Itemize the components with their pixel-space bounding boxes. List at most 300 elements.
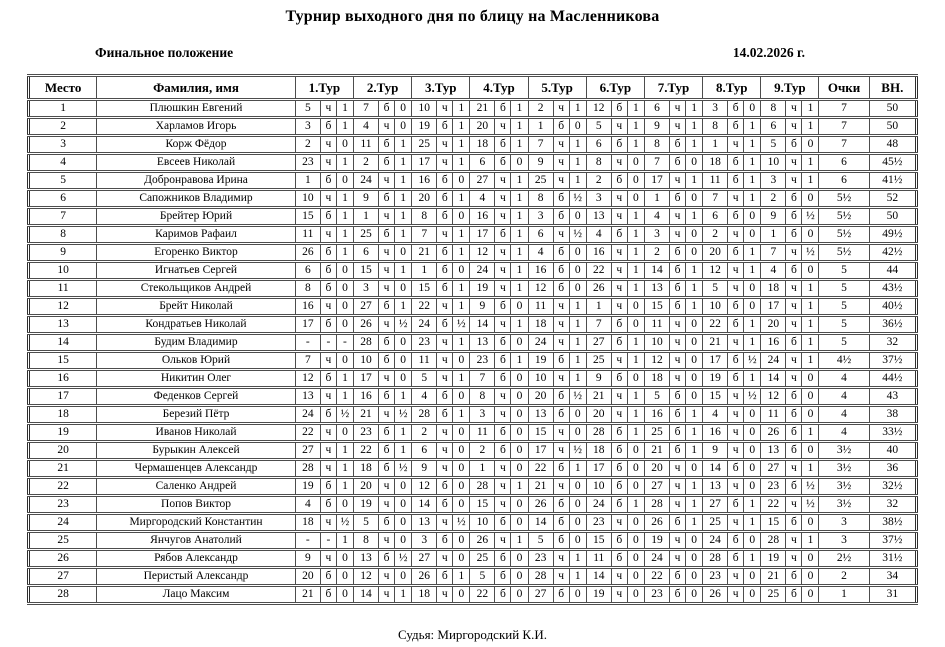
buchholz-cell: 44 <box>869 262 916 280</box>
round-3-result-cell: 0 <box>453 496 470 514</box>
round-2-color-cell: ч <box>379 586 395 604</box>
round-6-color-cell: б <box>611 424 627 442</box>
round-1-opponent-cell: 18 <box>295 514 320 532</box>
round-5-opponent-cell: 16 <box>528 262 553 280</box>
round-2-color-cell: б <box>379 424 395 442</box>
round-4-result-cell: 0 <box>511 370 528 388</box>
round-4-opponent-cell: 8 <box>470 388 495 406</box>
round-1-result-cell: 1 <box>336 370 353 388</box>
points-cell: 5½ <box>819 190 869 208</box>
round-2-color-cell: ч <box>379 316 395 334</box>
name-cell: Брейт Николай <box>97 298 296 316</box>
round-6-color-cell: б <box>611 334 627 352</box>
round-8-result-cell: 1 <box>744 262 761 280</box>
round-7-color-cell: ч <box>669 118 685 136</box>
round-4-color-cell: ч <box>495 118 511 136</box>
round-1-color-cell: б <box>320 586 336 604</box>
round-3-color-cell: б <box>437 316 453 334</box>
round-3-opponent-cell: 26 <box>412 568 437 586</box>
round-6-result-cell: 0 <box>627 370 644 388</box>
round-7-color-cell: ч <box>669 460 685 478</box>
round-1-opponent-cell: 8 <box>295 280 320 298</box>
round-8-color-cell: ч <box>728 424 744 442</box>
round-5-color-cell: б <box>553 586 569 604</box>
round-5-color-cell: б <box>553 262 569 280</box>
round-4-color-cell: б <box>495 100 511 118</box>
round-1-color-cell: б <box>320 208 336 226</box>
round-6-color-cell: ч <box>611 244 627 262</box>
round-5-result-cell: 1 <box>569 550 586 568</box>
round-8-opponent-cell: 23 <box>703 568 728 586</box>
table-row <box>29 190 917 208</box>
round-3-result-cell: 0 <box>453 388 470 406</box>
place-cell: 26 <box>29 550 97 568</box>
round-2-color-cell: б <box>379 298 395 316</box>
round-6-color-cell: б <box>611 316 627 334</box>
round-6-result-cell: 0 <box>627 154 644 172</box>
round-7-result-cell: 0 <box>686 226 703 244</box>
round-4-opponent-cell: 5 <box>470 568 495 586</box>
round-4-opponent-cell: 6 <box>470 154 495 172</box>
round-1-result-cell: 1 <box>336 226 353 244</box>
round-5-result-cell: 0 <box>569 244 586 262</box>
round-5-result-cell: 1 <box>569 172 586 190</box>
round-4-opponent-cell: 20 <box>470 118 495 136</box>
round-5-result-cell: 0 <box>569 532 586 550</box>
round-9-opponent-cell: 27 <box>761 460 786 478</box>
table-row <box>29 316 917 334</box>
round-8-opponent-cell: 6 <box>703 208 728 226</box>
round-4-result-cell: 1 <box>511 226 528 244</box>
round-9-result-cell: 0 <box>802 514 819 532</box>
points-cell: 3 <box>819 514 869 532</box>
round-5-color-cell: ч <box>553 478 569 496</box>
round-7-opponent-cell: 11 <box>644 316 669 334</box>
round-2-opponent-cell: 5 <box>353 514 378 532</box>
round-6-result-cell: 0 <box>627 460 644 478</box>
round-8-color-cell: ч <box>728 514 744 532</box>
round-6-result-cell: 0 <box>627 532 644 550</box>
round-6-color-cell: ч <box>611 514 627 532</box>
round-9-result-cell: 1 <box>802 280 819 298</box>
round-5-color-cell: ч <box>553 226 569 244</box>
round-9-opponent-cell: 15 <box>761 514 786 532</box>
round-2-result-cell: 0 <box>395 280 412 298</box>
round-7-color-cell: б <box>669 262 685 280</box>
round-4-result-cell: 0 <box>511 568 528 586</box>
round-2-color-cell: ч <box>379 496 395 514</box>
round-1-result-cell: ½ <box>336 514 353 532</box>
name-cell: Ольков Юрий <box>97 352 296 370</box>
round-2-color-cell: ч <box>379 478 395 496</box>
round-5-opponent-cell: 18 <box>528 316 553 334</box>
round-3-result-cell: 1 <box>453 100 470 118</box>
round-7-result-cell: 1 <box>686 262 703 280</box>
round-5-color-cell: б <box>553 244 569 262</box>
round-3-result-cell: 0 <box>453 532 470 550</box>
round-7-opponent-cell: 21 <box>644 442 669 460</box>
round-1-result-cell: 0 <box>336 172 353 190</box>
name-cell: Добронравова Ирина <box>97 172 296 190</box>
col-header-round-7: 7.Тур <box>644 76 702 100</box>
round-5-result-cell: ½ <box>569 388 586 406</box>
round-1-result-cell: 0 <box>336 568 353 586</box>
round-3-result-cell: 1 <box>453 118 470 136</box>
round-4-color-cell: ч <box>495 262 511 280</box>
round-6-opponent-cell: 17 <box>586 460 611 478</box>
round-6-result-cell: 1 <box>627 406 644 424</box>
round-3-color-cell: б <box>437 532 453 550</box>
buchholz-cell: 41½ <box>869 172 916 190</box>
round-1-result-cell: 1 <box>336 478 353 496</box>
buchholz-cell: 32½ <box>869 478 916 496</box>
round-5-opponent-cell: 14 <box>528 514 553 532</box>
points-cell: 5 <box>819 280 869 298</box>
round-5-opponent-cell: 8 <box>528 190 553 208</box>
round-2-opponent-cell: 24 <box>353 172 378 190</box>
points-cell: 7 <box>819 118 869 136</box>
round-5-opponent-cell: 13 <box>528 406 553 424</box>
round-7-result-cell: 0 <box>686 388 703 406</box>
round-2-color-cell: б <box>379 352 395 370</box>
round-7-color-cell: б <box>669 154 685 172</box>
round-7-result-cell: 0 <box>686 532 703 550</box>
round-2-color-cell: б <box>379 100 395 118</box>
round-7-result-cell: 0 <box>686 352 703 370</box>
round-9-opponent-cell: 20 <box>761 316 786 334</box>
round-8-result-cell: 1 <box>744 190 761 208</box>
round-1-opponent-cell: 10 <box>295 190 320 208</box>
round-5-opponent-cell: 20 <box>528 388 553 406</box>
round-1-result-cell: ½ <box>336 406 353 424</box>
round-4-opponent-cell: 15 <box>470 496 495 514</box>
name-cell: Феденков Сергей <box>97 388 296 406</box>
table-row <box>29 280 917 298</box>
buchholz-cell: 48 <box>869 136 916 154</box>
round-3-color-cell: б <box>437 172 453 190</box>
round-4-result-cell: 1 <box>511 172 528 190</box>
round-1-opponent-cell: 22 <box>295 424 320 442</box>
round-5-color-cell: ч <box>553 334 569 352</box>
round-9-color-cell: ч <box>786 118 802 136</box>
round-3-result-cell: 1 <box>453 136 470 154</box>
buchholz-cell: 34 <box>869 568 916 586</box>
round-9-result-cell: 0 <box>802 370 819 388</box>
round-6-opponent-cell: 9 <box>586 370 611 388</box>
round-7-opponent-cell: 5 <box>644 388 669 406</box>
round-8-color-cell: б <box>728 298 744 316</box>
round-7-opponent-cell: 16 <box>644 406 669 424</box>
place-cell: 14 <box>29 334 97 352</box>
name-cell: Попов Виктор <box>97 496 296 514</box>
round-9-color-cell: б <box>786 514 802 532</box>
round-4-opponent-cell: 12 <box>470 244 495 262</box>
round-2-opponent-cell: 2 <box>353 154 378 172</box>
round-1-opponent-cell: 19 <box>295 478 320 496</box>
place-cell: 17 <box>29 388 97 406</box>
points-cell: 7 <box>819 136 869 154</box>
round-3-result-cell: 0 <box>453 478 470 496</box>
col-header-points: Очки <box>819 76 869 100</box>
round-6-result-cell: 0 <box>627 190 644 208</box>
round-4-color-cell: б <box>495 136 511 154</box>
round-3-result-cell: ½ <box>453 514 470 532</box>
round-6-color-cell: ч <box>611 262 627 280</box>
round-3-color-cell: ч <box>437 100 453 118</box>
round-2-opponent-cell: 18 <box>353 460 378 478</box>
table-row <box>29 550 917 568</box>
round-7-opponent-cell: 18 <box>644 370 669 388</box>
round-6-color-cell: б <box>611 478 627 496</box>
round-3-result-cell: 0 <box>453 352 470 370</box>
round-1-result-cell: 0 <box>336 136 353 154</box>
round-9-result-cell: 1 <box>802 316 819 334</box>
round-8-opponent-cell: 12 <box>703 262 728 280</box>
round-7-opponent-cell: 28 <box>644 496 669 514</box>
place-cell: 8 <box>29 226 97 244</box>
round-7-result-cell: 1 <box>686 406 703 424</box>
round-1-result-cell: - <box>336 334 353 352</box>
round-9-result-cell: ½ <box>802 244 819 262</box>
round-2-result-cell: 1 <box>395 424 412 442</box>
round-5-opponent-cell: 11 <box>528 298 553 316</box>
round-3-result-cell: 0 <box>453 172 470 190</box>
round-7-opponent-cell: 14 <box>644 262 669 280</box>
round-5-color-cell: ч <box>553 550 569 568</box>
round-7-color-cell: ч <box>669 496 685 514</box>
round-9-result-cell: 1 <box>802 424 819 442</box>
points-cell: 3 <box>819 532 869 550</box>
round-4-opponent-cell: 1 <box>470 460 495 478</box>
round-3-color-cell: ч <box>437 226 453 244</box>
round-2-color-cell: б <box>379 226 395 244</box>
round-1-result-cell: 0 <box>336 262 353 280</box>
round-4-opponent-cell: 2 <box>470 442 495 460</box>
name-cell: Янчугов Анатолий <box>97 532 296 550</box>
round-4-result-cell: 0 <box>511 586 528 604</box>
round-1-result-cell: 1 <box>336 244 353 262</box>
round-9-opponent-cell: 2 <box>761 190 786 208</box>
round-6-opponent-cell: 2 <box>586 172 611 190</box>
round-6-color-cell: ч <box>611 388 627 406</box>
place-cell: 28 <box>29 586 97 604</box>
round-7-color-cell: ч <box>669 550 685 568</box>
round-3-opponent-cell: 17 <box>412 154 437 172</box>
round-7-result-cell: 0 <box>686 586 703 604</box>
round-8-opponent-cell: 16 <box>703 424 728 442</box>
place-cell: 20 <box>29 442 97 460</box>
round-6-result-cell: 0 <box>627 568 644 586</box>
round-9-opponent-cell: 18 <box>761 280 786 298</box>
round-8-opponent-cell: 15 <box>703 388 728 406</box>
round-9-color-cell: б <box>786 424 802 442</box>
round-5-result-cell: ½ <box>569 226 586 244</box>
round-1-color-cell: ч <box>320 460 336 478</box>
round-2-opponent-cell: 26 <box>353 316 378 334</box>
place-cell: 18 <box>29 406 97 424</box>
round-6-result-cell: 1 <box>627 118 644 136</box>
table-row <box>29 226 917 244</box>
round-9-opponent-cell: 28 <box>761 532 786 550</box>
round-5-result-cell: 1 <box>569 370 586 388</box>
buchholz-cell: 36 <box>869 460 916 478</box>
col-header-round-4: 4.Тур <box>470 76 528 100</box>
tournament-date: 14.02.2026 г. <box>732 45 805 60</box>
round-9-result-cell: 1 <box>802 460 819 478</box>
round-8-color-cell: б <box>728 244 744 262</box>
round-5-result-cell: 0 <box>569 496 586 514</box>
points-cell: 3½ <box>819 442 869 460</box>
place-cell: 9 <box>29 244 97 262</box>
table-row <box>29 478 917 496</box>
round-4-opponent-cell: 16 <box>470 208 495 226</box>
round-8-color-cell: ч <box>728 136 744 154</box>
round-1-opponent-cell: 15 <box>295 208 320 226</box>
place-cell: 15 <box>29 352 97 370</box>
round-3-opponent-cell: 14 <box>412 496 437 514</box>
round-6-color-cell: ч <box>611 208 627 226</box>
round-1-result-cell: 1 <box>336 154 353 172</box>
round-6-color-cell: б <box>611 550 627 568</box>
round-6-color-cell: ч <box>611 154 627 172</box>
round-7-color-cell: ч <box>669 172 685 190</box>
place-cell: 24 <box>29 514 97 532</box>
round-8-result-cell: ½ <box>744 388 761 406</box>
round-1-opponent-cell: 1 <box>295 172 320 190</box>
round-2-result-cell: 0 <box>395 244 412 262</box>
round-4-result-cell: 0 <box>511 406 528 424</box>
round-7-result-cell: 1 <box>686 100 703 118</box>
buchholz-cell: 52 <box>869 190 916 208</box>
round-8-result-cell: 1 <box>744 550 761 568</box>
name-cell: Перистый Александр <box>97 568 296 586</box>
round-2-color-cell: ч <box>379 118 395 136</box>
round-8-result-cell: 1 <box>744 316 761 334</box>
round-3-color-cell: ч <box>437 334 453 352</box>
round-3-opponent-cell: 11 <box>412 352 437 370</box>
round-9-color-cell: б <box>786 226 802 244</box>
round-5-opponent-cell: 28 <box>528 568 553 586</box>
round-1-color-cell: ч <box>320 352 336 370</box>
round-1-color-cell: ч <box>320 100 336 118</box>
round-2-opponent-cell: 6 <box>353 244 378 262</box>
round-8-opponent-cell: 26 <box>703 586 728 604</box>
name-cell: Харламов Игорь <box>97 118 296 136</box>
round-6-result-cell: 1 <box>627 424 644 442</box>
round-4-result-cell: 1 <box>511 100 528 118</box>
round-3-color-cell: ч <box>437 352 453 370</box>
place-cell: 16 <box>29 370 97 388</box>
round-9-color-cell: б <box>786 478 802 496</box>
round-9-color-cell: ч <box>786 496 802 514</box>
round-6-result-cell: 0 <box>627 514 644 532</box>
round-9-opponent-cell: 16 <box>761 334 786 352</box>
round-8-opponent-cell: 9 <box>703 442 728 460</box>
round-9-opponent-cell: 5 <box>761 136 786 154</box>
round-9-result-cell: 1 <box>802 118 819 136</box>
round-8-opponent-cell: 2 <box>703 226 728 244</box>
place-cell: 13 <box>29 316 97 334</box>
round-2-color-cell: ч <box>379 262 395 280</box>
round-9-opponent-cell: 10 <box>761 154 786 172</box>
round-2-result-cell: 1 <box>395 136 412 154</box>
place-cell: 23 <box>29 496 97 514</box>
points-cell: 6 <box>819 154 869 172</box>
name-cell: Корж Фёдор <box>97 136 296 154</box>
round-4-opponent-cell: 23 <box>470 352 495 370</box>
table-row <box>29 244 917 262</box>
name-cell: Сапожников Владимир <box>97 190 296 208</box>
table-row <box>29 532 917 550</box>
round-8-result-cell: 1 <box>744 514 761 532</box>
round-8-result-cell: 0 <box>744 406 761 424</box>
round-6-color-cell: б <box>611 100 627 118</box>
points-cell: 1 <box>819 586 869 604</box>
round-8-color-cell: б <box>728 316 744 334</box>
round-4-opponent-cell: 21 <box>470 100 495 118</box>
round-2-opponent-cell: 16 <box>353 388 378 406</box>
round-7-color-cell: б <box>669 406 685 424</box>
round-9-color-cell: б <box>786 406 802 424</box>
buchholz-cell: 38½ <box>869 514 916 532</box>
round-4-color-cell: ч <box>495 460 511 478</box>
round-2-result-cell: 1 <box>395 262 412 280</box>
round-6-color-cell: б <box>611 226 627 244</box>
round-2-result-cell: 0 <box>395 568 412 586</box>
round-6-opponent-cell: 22 <box>586 262 611 280</box>
round-4-color-cell: б <box>495 550 511 568</box>
round-3-color-cell: ч <box>437 136 453 154</box>
round-2-result-cell: 1 <box>395 442 412 460</box>
round-8-opponent-cell: 11 <box>703 172 728 190</box>
round-9-opponent-cell: 1 <box>761 226 786 244</box>
round-6-opponent-cell: 14 <box>586 568 611 586</box>
round-3-color-cell: ч <box>437 460 453 478</box>
col-header-round-9: 9.Тур <box>761 76 819 100</box>
round-8-color-cell: б <box>728 532 744 550</box>
round-7-opponent-cell: 10 <box>644 334 669 352</box>
round-5-color-cell: ч <box>553 298 569 316</box>
round-9-result-cell: 0 <box>802 550 819 568</box>
col-header-name: Фамилия, имя <box>97 76 296 100</box>
round-9-color-cell: б <box>786 568 802 586</box>
round-5-result-cell: 0 <box>569 478 586 496</box>
round-7-result-cell: 1 <box>686 424 703 442</box>
round-7-result-cell: 1 <box>686 118 703 136</box>
round-3-opponent-cell: 2 <box>412 424 437 442</box>
buchholz-cell: 50 <box>869 208 916 226</box>
round-9-opponent-cell: 24 <box>761 352 786 370</box>
round-7-result-cell: 0 <box>686 370 703 388</box>
round-8-color-cell: б <box>728 118 744 136</box>
round-2-opponent-cell: 3 <box>353 280 378 298</box>
round-4-color-cell: ч <box>495 388 511 406</box>
round-2-result-cell: 0 <box>395 100 412 118</box>
final-standings-label: Финальное положение <box>95 45 234 60</box>
round-3-result-cell: ½ <box>453 316 470 334</box>
round-2-color-cell: ч <box>379 244 395 262</box>
round-6-opponent-cell: 8 <box>586 154 611 172</box>
round-1-result-cell: 1 <box>336 118 353 136</box>
name-cell: Евсеев Николай <box>97 154 296 172</box>
round-2-color-cell: б <box>379 442 395 460</box>
arbiter-line: Судья: Миргородский К.И. <box>398 627 547 642</box>
round-3-opponent-cell: 24 <box>412 316 437 334</box>
round-2-color-cell: ч <box>379 172 395 190</box>
round-5-color-cell: ч <box>553 100 569 118</box>
round-2-color-cell: ч <box>379 208 395 226</box>
place-cell: 21 <box>29 460 97 478</box>
